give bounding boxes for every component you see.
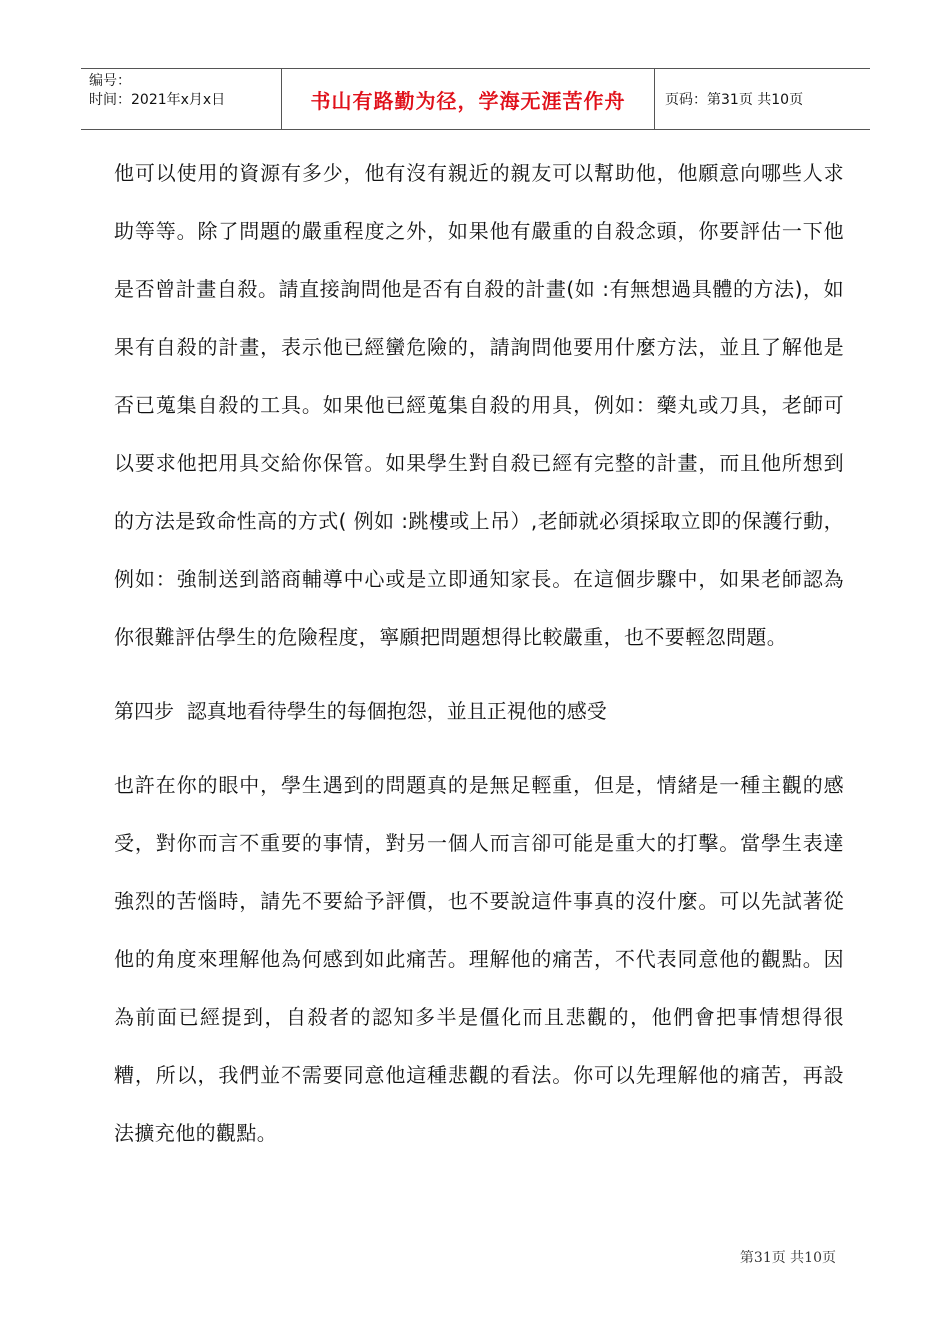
document-number-label: 编号： (89, 73, 131, 89)
header-page-cell (655, 69, 870, 129)
header-page-number: 页码：第31页 共10页 (665, 92, 804, 108)
header-motto: 书山有路勤为径，学海无涯苦作舟 (310, 88, 626, 113)
document-header (81, 68, 870, 130)
body-paragraph: 他可以使用的資源有多少，他有沒有親近的親友可以幫助他，他願意向哪些人求助等等。除了問題的嚴重程度之外，如果他有嚴重的自殺念頭，你要評估一下他是否曾計畫自殺。請直接詢問他是否有自殺的計畫(如 :有無想過具體的方法)，如果有自殺的計畫，表示他已經蠻危險的，請詢問他要用什麼方法，並且了解他是否已蒐集自殺的工具。如果他已經蒐集自殺的用具，例如：藥丸或刀具，老師可以要求他把用具交給你保管。如果學生對自殺已經有完整的計畫，而且他所想到的方法是致命性高的方式( 例如 :跳樓或上吊）,老師就必須採取立即的保護行動，例如：強制送到諮商輔導中心或是立即通知家長。在這個步驟中，如果老師認為你很難評估學生的危險程度，寧願把問題想得比較嚴重，也不要輕忽問題。 (114, 161, 844, 649)
section-heading: 第四步 認真地看待學生的每個抱怨，並且正視他的感受 (114, 699, 607, 723)
header-motto-cell (282, 69, 655, 129)
document-body (114, 144, 844, 1162)
header-meta (81, 69, 282, 129)
body-paragraph: 也許在你的眼中，學生遇到的問題真的是無足輕重，但是，情緒是一種主觀的感受，對你而言不重要的事情，對另一個人而言卻可能是重大的打擊。當學生表達強烈的苦惱時，請先不要給予評價，也不要說這件事真的沒什麼。可以先試著從他的角度來理解他為何感到如此痛苦。理解他的痛苦，不代表同意他的觀點。因為前面已經提到，自殺者的認知多半是僵化而且悲觀的，他們會把事情想得很糟，所以，我們並不需要同意他這種悲觀的看法。你可以先理解他的痛苦，再設法擴充他的觀點。 (114, 773, 844, 1145)
document-date-label: 时间：2021年x月x日 (89, 92, 226, 108)
footer-page-number: 第31页 共10页 (739, 1250, 836, 1266)
